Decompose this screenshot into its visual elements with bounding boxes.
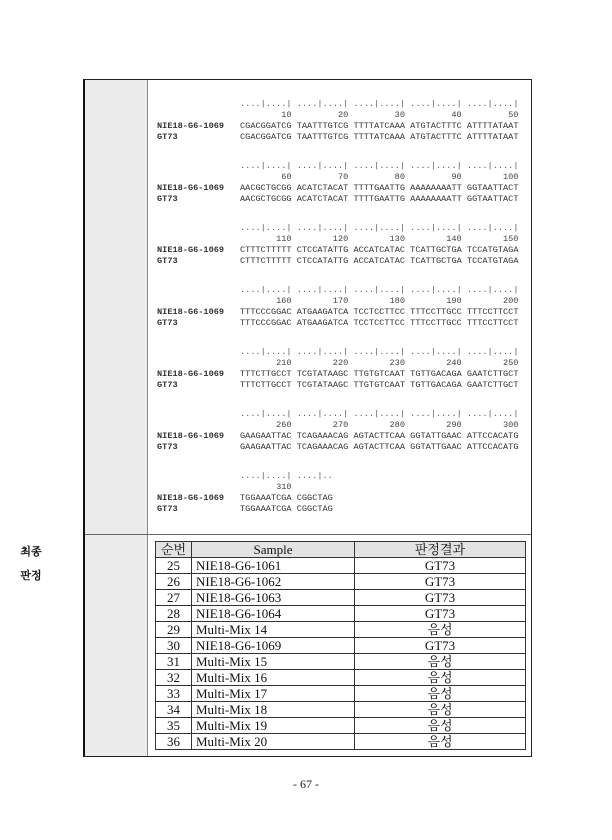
sequence-row xyxy=(157,183,518,194)
position-number: 170 xyxy=(332,296,349,306)
sequence-text: TTTCCCGGAC ATGAAGATCA TCCTCCTTCC TTTCCTTGCC TTTCCTTCCT xyxy=(240,307,519,317)
position-numbers xyxy=(157,482,518,493)
sequence-label: NIE18-G6-1069 xyxy=(157,245,225,255)
alignment-block xyxy=(157,409,518,471)
position-number: 10 xyxy=(281,110,292,120)
table-row xyxy=(156,686,526,702)
sequence-text: CGACGGATCG TAATTTGTCG TTTTATCAAA ATGTACTTTC ATTTTATAAT xyxy=(240,121,519,131)
position-number: 110 xyxy=(276,234,292,244)
ruler-line: ....|....| ....|....| ....|....| ....|....| ....|....| xyxy=(240,285,519,295)
cell-result: GT73 xyxy=(355,638,526,654)
table-row xyxy=(156,734,526,750)
position-number: 300 xyxy=(502,420,519,430)
cell-result: GT73 xyxy=(355,590,526,606)
final-verdict-label xyxy=(0,540,62,588)
cell-result: 음성 xyxy=(355,670,526,686)
position-number: 80 xyxy=(394,172,405,182)
position-number: 220 xyxy=(332,358,349,368)
sequence-label: GT73 xyxy=(157,194,178,204)
header-no: 순번 xyxy=(156,542,192,558)
position-number: 40 xyxy=(451,110,462,120)
alignment-block xyxy=(157,223,518,285)
cell-no: 29 xyxy=(156,622,192,638)
alignment-block xyxy=(157,471,518,533)
sequence-row xyxy=(157,245,518,256)
table-row xyxy=(156,622,526,638)
table-row xyxy=(156,606,526,622)
sequence-label: GT73 xyxy=(157,132,178,142)
label-line-2: 판정 xyxy=(20,569,42,582)
cell-no: 33 xyxy=(156,686,192,702)
position-number: 20 xyxy=(337,110,349,120)
cell-result: GT73 xyxy=(355,558,526,574)
cell-no: 27 xyxy=(156,590,192,606)
position-number: 310 xyxy=(276,482,292,492)
cell-sample: Multi-Mix 16 xyxy=(192,670,355,686)
sequence-alignment xyxy=(157,99,518,533)
cell-sample: Multi-Mix 20 xyxy=(192,734,355,750)
position-numbers xyxy=(157,296,518,307)
alignment-block xyxy=(157,347,518,409)
table-header-row xyxy=(156,542,526,558)
table-row xyxy=(156,558,526,574)
ruler-line: ....|....| ....|....| ....|....| ....|....| ....|....| xyxy=(240,161,519,171)
cell-sample: NIE18-G6-1064 xyxy=(192,606,355,622)
cell-result: 음성 xyxy=(355,734,526,750)
cell-result: GT73 xyxy=(355,606,526,622)
sequence-label: NIE18-G6-1069 xyxy=(157,307,225,317)
alignment-block xyxy=(157,161,518,223)
position-number: 150 xyxy=(502,234,519,244)
cell-sample: NIE18-G6-1062 xyxy=(192,574,355,590)
cell-no: 30 xyxy=(156,638,192,654)
table-row xyxy=(156,702,526,718)
table-row xyxy=(156,574,526,590)
cell-sample: NIE18-G6-1063 xyxy=(192,590,355,606)
sequence-text: CTTTCTTTTT CTCCATATTG ACCATCATAC TCATTGCTGA TCCATGTAGA xyxy=(240,256,519,266)
cell-result: 음성 xyxy=(355,686,526,702)
position-number: 140 xyxy=(446,234,462,244)
sequence-label: GT73 xyxy=(157,504,178,514)
table-row xyxy=(156,590,526,606)
sequence-text: TGGAAATCGA CGGCTAG xyxy=(240,504,333,514)
position-number: 240 xyxy=(446,358,462,368)
ruler-line: ....|....| ....|....| ....|....| ....|....| ....|....| xyxy=(240,409,519,419)
sequence-text: AACGCTGCGG ACATCTACAT TTTTGAATTG AAAAAAAATT GGTAATTACT xyxy=(240,183,519,193)
ruler-line: ....|....| ....|.. xyxy=(240,471,333,481)
cell-result: 음성 xyxy=(355,654,526,670)
cell-result: GT73 xyxy=(355,574,526,590)
sequence-row xyxy=(157,318,518,329)
label-line-1: 최종 xyxy=(20,545,42,558)
sequence-text: AACGCTGCGG ACATCTACAT TTTTGAATTG AAAAAAAATT GGTAATTACT xyxy=(240,194,519,204)
cell-no: 32 xyxy=(156,670,192,686)
ruler-line: ....|....| ....|....| ....|....| ....|....| ....|....| xyxy=(240,347,519,357)
sequence-row xyxy=(157,121,518,132)
sequence-row xyxy=(157,504,518,515)
position-number: 210 xyxy=(276,358,292,368)
sequence-text: CGACGGATCG TAATTTGTCG TTTTATCAAA ATGTACTTTC ATTTTATAAT xyxy=(240,132,519,142)
table-row xyxy=(156,670,526,686)
ruler-line: ....|....| ....|....| ....|....| ....|....| ....|....| xyxy=(240,99,519,109)
sequence-text: TGGAAATCGA CGGCTAG xyxy=(240,493,333,503)
sequence-label: GT73 xyxy=(157,318,178,328)
sequence-label: NIE18-G6-1069 xyxy=(157,369,225,379)
position-number: 50 xyxy=(508,110,519,120)
position-number: 90 xyxy=(451,172,462,182)
position-numbers xyxy=(157,110,518,121)
cell-no: 35 xyxy=(156,718,192,734)
ruler-line: ....|....| ....|....| ....|....| ....|....| ....|....| xyxy=(240,223,519,233)
position-numbers xyxy=(157,172,518,183)
position-number: 100 xyxy=(502,172,519,182)
position-number: 70 xyxy=(337,172,349,182)
header-sample: Sample xyxy=(192,542,355,558)
position-number: 270 xyxy=(332,420,349,430)
sequence-text: CTTTCTTTTT CTCCATATTG ACCATCATAC TCATTGCTGA TCCATGTAGA xyxy=(240,245,519,255)
position-number: 200 xyxy=(502,296,519,306)
sequence-row xyxy=(157,493,518,504)
position-number: 60 xyxy=(281,172,292,182)
position-number: 190 xyxy=(446,296,462,306)
cell-no: 34 xyxy=(156,702,192,718)
sequence-row xyxy=(157,442,518,453)
position-number: 180 xyxy=(389,296,405,306)
page-number: - 67 - xyxy=(293,777,319,791)
cell-sample: Multi-Mix 14 xyxy=(192,622,355,638)
cell-result: 음성 xyxy=(355,622,526,638)
cell-result: 음성 xyxy=(355,702,526,718)
sequence-label: GT73 xyxy=(157,442,178,452)
sequence-label: NIE18-G6-1069 xyxy=(157,431,225,441)
alignment-block xyxy=(157,285,518,347)
cell-result: 음성 xyxy=(355,718,526,734)
position-numbers xyxy=(157,358,518,369)
cell-no: 31 xyxy=(156,654,192,670)
sequence-label: NIE18-G6-1069 xyxy=(157,493,225,503)
sequence-text: TTTCTTGCCT TCGTATAAGC TTGTGTCAAT TGTTGACAGA GAATCTTGCT xyxy=(240,369,519,379)
row-divider xyxy=(85,534,531,535)
position-numbers xyxy=(157,234,518,245)
position-number: 260 xyxy=(276,420,292,430)
position-number: 30 xyxy=(394,110,405,120)
cell-no: 28 xyxy=(156,606,192,622)
cell-no: 26 xyxy=(156,574,192,590)
sequence-text: GAAGAATTAC TCAGAAACAG AGTACTTCAA GGTATTGAAC ATTCCACATG xyxy=(240,431,519,441)
header-result: 판정결과 xyxy=(355,542,526,558)
sequence-row xyxy=(157,380,518,391)
position-number: 130 xyxy=(389,234,405,244)
sequence-text: TTTCCCGGAC ATGAAGATCA TCCTCCTTCC TTTCCTTGCC TTTCCTTCCT xyxy=(240,318,519,328)
sequence-text: GAAGAATTAC TCAGAAACAG AGTACTTCAA GGTATTGAAC ATTCCACATG xyxy=(240,442,519,452)
cell-sample: Multi-Mix 19 xyxy=(192,718,355,734)
position-number: 250 xyxy=(502,358,519,368)
sequence-row xyxy=(157,307,518,318)
sequence-label: NIE18-G6-1069 xyxy=(157,121,225,131)
cell-sample: Multi-Mix 17 xyxy=(192,686,355,702)
sequence-row xyxy=(157,369,518,380)
position-number: 160 xyxy=(276,296,292,306)
alignment-block xyxy=(157,99,518,161)
sequence-row xyxy=(157,431,518,442)
label-column xyxy=(85,80,148,756)
table-row xyxy=(156,718,526,734)
verdict-table xyxy=(155,541,526,750)
sequence-row xyxy=(157,256,518,267)
sequence-text: TTTCTTGCCT TCGTATAAGC TTGTGTCAAT TGTTGACAGA GAATCTTGCT xyxy=(240,380,519,390)
position-number: 230 xyxy=(389,358,405,368)
sequence-label: NIE18-G6-1069 xyxy=(157,183,225,193)
sequence-row xyxy=(157,194,518,205)
cell-no: 36 xyxy=(156,734,192,750)
position-number: 290 xyxy=(446,420,462,430)
cell-sample: NIE18-G6-1061 xyxy=(192,558,355,574)
sequence-row xyxy=(157,132,518,143)
cell-sample: Multi-Mix 15 xyxy=(192,654,355,670)
position-numbers xyxy=(157,420,518,431)
sequence-label: GT73 xyxy=(157,380,178,390)
cell-no: 25 xyxy=(156,558,192,574)
cell-sample: Multi-Mix 18 xyxy=(192,702,355,718)
position-number: 120 xyxy=(332,234,349,244)
position-number: 280 xyxy=(389,420,405,430)
cell-sample: NIE18-G6-1069 xyxy=(192,638,355,654)
table-row xyxy=(156,654,526,670)
sequence-label: GT73 xyxy=(157,256,178,266)
table-row xyxy=(156,638,526,654)
